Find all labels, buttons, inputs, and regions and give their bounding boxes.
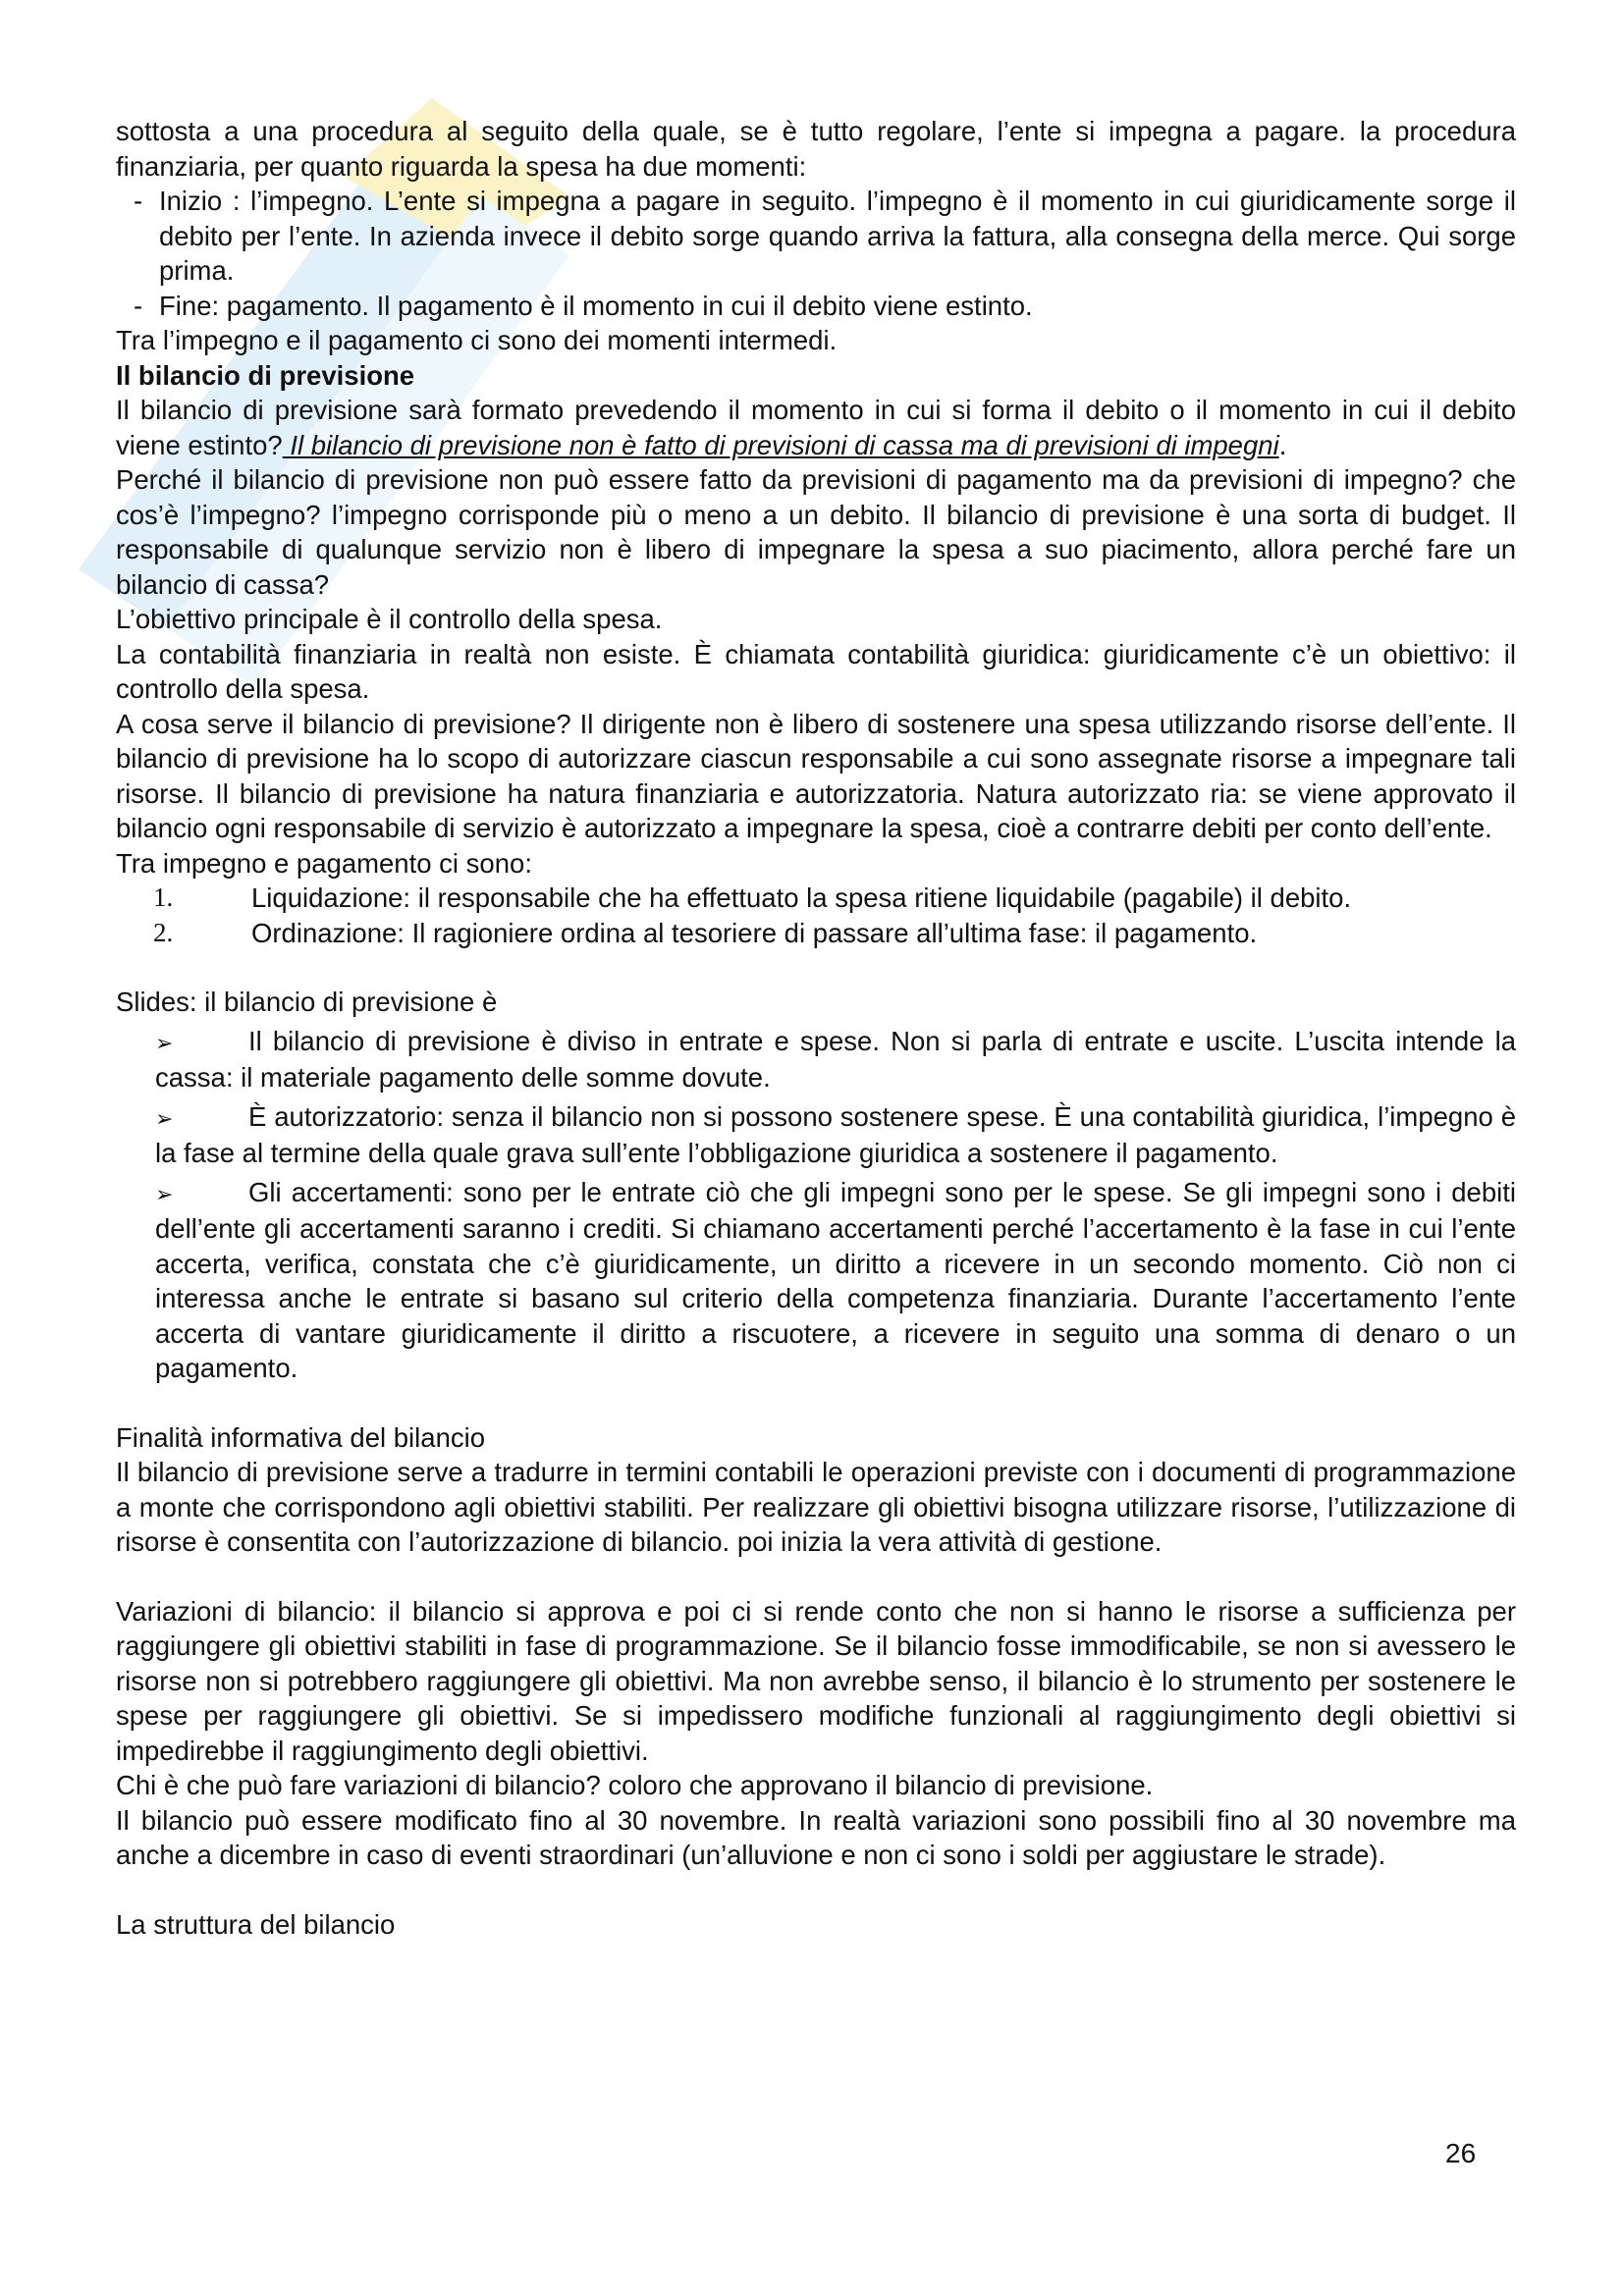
finalita-paragraph: Il bilancio di previsione serve a tradurre in termini contabili le operazioni previste con i documenti di programmazione a monte che corrispondono agli obiettivi stabiliti. Per realizzare gli obiettivi bisogna utilizzare risorse, l’utilizzazione di risorse è consentita con l’autorizzazione di bilancio. poi inizia la vera attività di gestione. [116, 1457, 1516, 1557]
arrow-list-item [116, 1099, 1516, 1171]
section-paragraph: L’obiettivo principale è il controllo della spesa. [116, 604, 663, 634]
list-item [134, 289, 1516, 324]
section-heading: Il bilancio di previsione [116, 359, 415, 391]
variazioni-paragraph: Il bilancio può essere modificato fino al 30 novembre. In realtà variazioni sono possibili fino al 30 novembre ma anche a dicembre in caso di eventi straordinari (un’alluvione e non ci sono i soldi per aggiustare le strade). [116, 1804, 1516, 1870]
section-paragraph: Perché il bilancio di previsione non può essere fatto da previsioni di pagamento ma da previsioni di impegno? che cos’è l’impegno? l’impegno corrisponde più o meno a un debito. Il bilancio di previsione è una sorta di budget. Il responsabile di qualunque servizio non è libero di impegnare la spesa a suo piacimento, allora perché fare un bilancio di cassa? [116, 464, 1516, 600]
intro-after: Tra l’impegno e il pagamento ci sono dei momenti intermedi. [116, 325, 838, 355]
item-number: 1. [153, 882, 174, 912]
numbered-item [116, 881, 1516, 916]
paragraph-text: Il bilancio di previsione sarà formato prevedendo il momento in cui si forma il debito o il momento in cui il debito viene estinto? [116, 395, 1516, 460]
list-item-text: Fine: pagamento. Il pagamento è il momento in cui il debito viene estinto. [159, 290, 1033, 321]
arrow-list-item [116, 1024, 1516, 1095]
item-text: Il bilancio di previsione è diviso in entrate e spese. Non si parla di entrate e uscite. L’uscita intende la cassa: il materiale pagamento delle somme dovute. [155, 1025, 1516, 1093]
dash-list [116, 184, 1516, 323]
paragraph-text: . [1278, 429, 1287, 460]
item-text: È autorizzatorio: senza il bilancio non si possono sostenere spese. È una contabilità giuridica, l’impegno è la fase al termine della quale grava sull’ente l’obbligazione giuridica a sostenere il pagamento. [155, 1100, 1516, 1168]
finalita-heading: Finalità informativa del bilancio [116, 1421, 486, 1453]
item-text: Gli accertamenti: sono per le entrate ciò che gli impegni sono per le spese. Se gli impegni sono i debiti dell’ente gli accertamenti saranno i crediti. Si chiamano accertamenti perché l’accertamento è la fase in cui l’ente accerta, verifica, constata che c’è giuridicamente, un diritto a ricevere in un secondo momento. Ciò non ci interessa anche le entrate si basano sul criterio della competenza finanziaria. Durante l’accertamento l’ente accerta di vantare giuridicamente il diritto a riscuotere, a ricevere in seguito una somma di denaro o un pagamento. [155, 1176, 1516, 1383]
arrow-bullet-icon: ➢ [155, 1181, 174, 1206]
dash-bullet: - [134, 290, 143, 321]
section-paragraph [116, 393, 1516, 462]
item-text: Ordinazione: Il ragioniere ordina al tesoriere di passare all’ultima fase: il pagamento. [251, 917, 1258, 948]
arrow-bullet-icon: ➢ [155, 1030, 174, 1055]
list-item [134, 184, 1516, 289]
section-paragraph: Tra impegno e pagamento ci sono: [116, 847, 532, 879]
dash-bullet: - [134, 186, 143, 216]
numbered-item [116, 916, 1516, 951]
section-paragraph: La contabilità finanziaria in realtà non esiste. È chiamata contabilità giuridica: giuridicamente c’è un obiettivo: il controllo della spesa. [116, 638, 1516, 704]
arrow-bullet-icon: ➢ [155, 1105, 174, 1131]
section-paragraph: A cosa serve il bilancio di previsione? Il dirigente non è libero di sostenere una spesa utilizzando risorse dell’ente. Il bilancio di previsione ha lo scopo di autorizzare ciascun responsabile a cui sono assegnate risorse a impegnare tali risorse. Il bilancio di previsione ha natura finanziaria e autorizzatoria. Natura autorizzato ria: se viene approvato il bilancio ogni responsabile di servizio è autorizzato a impegnare la spesa, cioè a contrarre debiti per conto dell’ente. [116, 708, 1516, 843]
variazioni-paragraph: Variazioni di bilancio: il bilancio si approva e poi ci si rende conto che non si hanno le risorse a sufficienza per raggiungere gli obiettivi stabiliti in fase di programmazione. Se il bilancio fosse immodificabile, se non si avessero le risorse non si potrebbero raggiungere gli obiettivi. Ma non avrebbe senso, il bilancio è lo strumento per sostenere le spese per raggiungere gli obiettivi. Se si impedissero modifiche funzionali al raggiungimento degli obiettivi si impedirebbe il raggiungimento degli obiettivi. [116, 1595, 1516, 1766]
list-item-text: Inizio : l’impegno. L’ente si impegna a pagare in seguito. l’impegno è il momento in cui giuridicamente sorge il debito per l’ente. In azienda invece il debito sorge quando arriva la fattura, alla consegna della merce. Qui sorge prima. [159, 186, 1516, 286]
intro-paragraph: sottosta a una procedura al seguito della quale, se è tutto regolare, l’ente si impegna a pagare. la procedura finanziaria, per quanto riguarda la spesa ha due momenti: [116, 116, 1516, 182]
variazioni-paragraph: Chi è che può fare variazioni di bilancio? coloro che approvano il bilancio di previsione. [116, 1770, 1154, 1800]
page-number: 26 [1445, 2138, 1477, 2168]
slides-intro: Slides: il bilancio di previsione è [116, 987, 498, 1017]
item-text: Liquidazione: il responsabile che ha effettuato la spesa ritiene liquidabile (pagabile) il debito. [251, 882, 1352, 913]
emphasized-text: Il bilancio di previsione non è fatto di previsioni di cassa ma di previsioni di impegni [282, 429, 1279, 460]
struttura-heading: La struttura del bilancio [116, 1908, 396, 1940]
arrow-list-item [116, 1175, 1516, 1386]
item-number: 2. [153, 917, 174, 947]
document-page [116, 114, 1516, 1942]
